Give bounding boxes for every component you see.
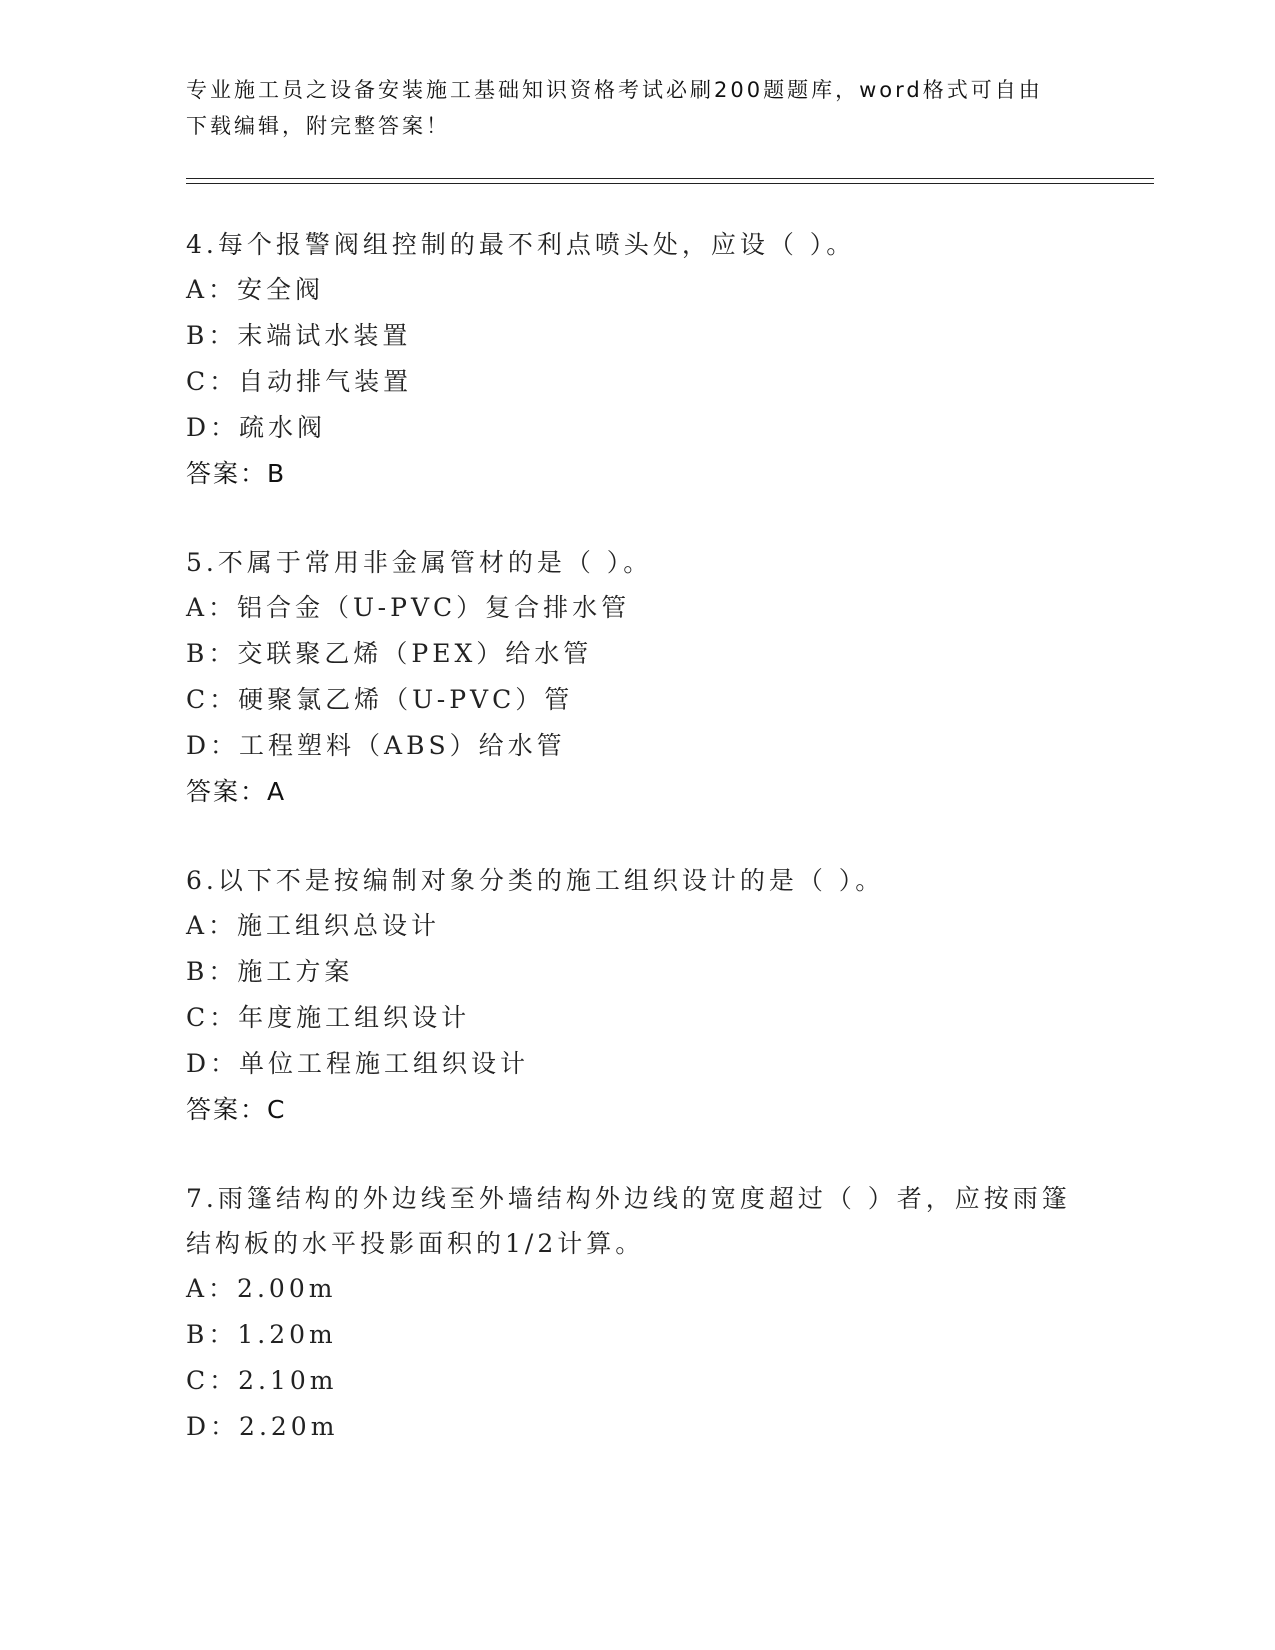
option-c: C：2.10m (186, 1366, 338, 1395)
answer: 答案：B (186, 459, 287, 488)
document-header (186, 72, 1086, 144)
header-line-1: 专业施工员之设备安装施工基础知识资格考试必刷200题题库，word格式可自由 (186, 78, 1043, 102)
answer: 答案：C (186, 1095, 287, 1124)
question-stem: 4.每个报警阀组控制的最不利点喷头处，应设（ ）。 (186, 230, 856, 259)
header-line-2: 下载编辑，附完整答案！ (186, 114, 450, 138)
answer: 答案：A (186, 777, 287, 806)
option-b: B：施工方案 (186, 957, 354, 986)
option-b: B：1.20m (186, 1320, 337, 1349)
option-d: D：单位工程施工组织设计 (186, 1049, 530, 1078)
question-4 (186, 222, 1086, 497)
option-d: D：疏水阀 (186, 413, 327, 442)
header-divider-top (186, 178, 1154, 179)
option-a: A：铝合金（U-PVC）复合排水管 (186, 593, 631, 622)
option-b: B：交联聚乙烯（PEX）给水管 (186, 639, 593, 668)
option-a: A：施工组织总设计 (186, 911, 441, 940)
option-a: A：安全阀 (186, 275, 325, 304)
option-c: C：年度施工组织设计 (186, 1003, 471, 1032)
question-6 (186, 858, 1086, 1133)
question-stem: 6.以下不是按编制对象分类的施工组织设计的是（ ）。 (186, 866, 885, 895)
option-a: A：2.00m (186, 1274, 337, 1303)
option-b: B：末端试水装置 (186, 321, 412, 350)
header-divider-bottom (186, 183, 1154, 184)
question-7 (186, 1176, 1086, 1450)
option-c: C：自动排气装置 (186, 367, 413, 396)
option-d: D：2.20m (186, 1412, 339, 1441)
question-stem-line-1: 7.雨篷结构的外边线至外墙结构外边线的宽度超过（ ）者，应按雨篷 (186, 1184, 1071, 1213)
question-5 (186, 540, 1086, 815)
question-stem: 5.不属于常用非金属管材的是（ ）。 (186, 548, 653, 577)
question-stem-line-2: 结构板的水平投影面积的1/2计算。 (186, 1229, 645, 1258)
option-d: D：工程塑料（ABS）给水管 (186, 731, 566, 760)
option-c: C：硬聚氯乙烯（U-PVC）管 (186, 685, 574, 714)
